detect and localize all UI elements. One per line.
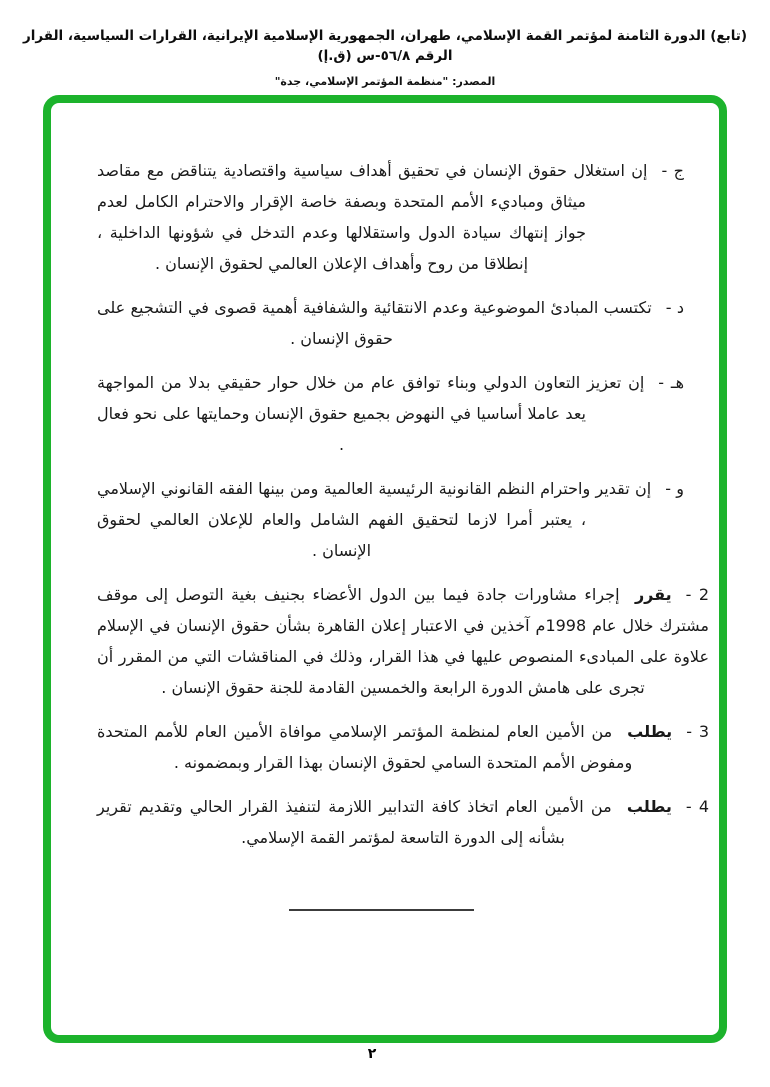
header-title-line: (تابع) الدورة الثامنة لمؤتمر القمة الإسلامي، طهران، الجمهورية الإسلامية الإيرانية، القرارات السياسية، القرار الرقم ٥٦/٨-س (ق.إ) — [22, 28, 748, 64]
paragraph-4-number: 4 - — [685, 797, 709, 816]
operative-paragraph-4 — [97, 791, 709, 853]
green-annotation-border — [43, 95, 727, 1043]
clause-w — [97, 473, 684, 566]
end-divider-line — [289, 909, 474, 911]
paragraph-2-number: 2 - — [685, 585, 710, 604]
paragraph-4-text: من الأمين العام اتخاذ كافة التدابير اللازمة لتنفيذ القرار الحالي وتقديم تقرير بشأنه إلى الدورة التاسعة لمؤتمر القمة الإسلامي. — [97, 797, 612, 847]
clause-w-marker: و - — [665, 479, 684, 498]
clause-j-marker: ج - — [661, 161, 684, 180]
paragraph-3-verb: يطلب — [627, 722, 673, 741]
clause-w-text: إن تقدير واحترام النظم القانونية الرئيسية العالمية ومن بينها الفقه القانوني الإسلامي ، يعتبر أمرا لازما لتحقيق الفهم الشامل والعام للإعلان العالمي لحقوق الإنسان . — [97, 479, 652, 560]
operative-paragraph-2 — [97, 579, 709, 703]
page-number: ٢ — [367, 1046, 377, 1062]
clause-h — [97, 367, 684, 460]
clause-d — [97, 292, 684, 354]
resolution-body — [51, 103, 719, 1035]
paragraph-3-number: 3 - — [686, 722, 710, 741]
clause-h-text: إن تعزيز التعاون الدولي وبناء توافق عام من خلال حوار حقيقي بدلا من المواجهة يعد عاملا أساسيا في النهوض بجميع حقوق الإنسان وحمايتها على نحو فعال . — [97, 373, 645, 454]
clause-d-marker: د - — [665, 298, 685, 317]
clause-j-text: إن استغلال حقوق الإنسان في تحقيق أهداف سياسية واقتصادية يتناقض مع مقاصد ميثاق ومباديء الأمم المتحدة وبصفة خاصة الإقرار والاحترام الكامل لعدم جواز إنتهاك سيادة الدول واستقلالها وعدم التدخل في شؤونها الداخلية ، إنطلاقا من روح وأهداف الإعلان العالمي لحقوق الإنسان . — [97, 161, 648, 273]
document-header — [0, 0, 770, 89]
header-source-line: المصدر: "منظمة المؤتمر الإسلامي، جدة" — [274, 75, 496, 88]
clause-d-text: تكتسب المبادئ الموضوعية وعدم الانتقائية والشفافية أهمية قصوى في التشجيع على حقوق الإنسان . — [97, 298, 652, 348]
paragraph-2-verb: يقرر — [634, 585, 672, 604]
paragraph-4-verb: يطلب — [626, 797, 672, 816]
paragraph-2-text: إجراء مشاورات جادة فيما بين الدول الأعضاء بجنيف بغية التوصل إلى موقف مشترك خلال عام 1998م آخذين في الاعتبار إعلان القاهرة بشأن حقوق الإنسان في الإسلام علاوة على المبادىء المنصوص عليها في هذا القرار، وذلك في المناقشات التي من المقرر أن تجرى على هامش الدورة الرابعة والخمسين القادمة للجنة حقوق الإنسان . — [97, 585, 709, 697]
operative-paragraph-3 — [97, 716, 709, 778]
clause-j — [97, 155, 684, 279]
clause-h-marker: هـ - — [658, 373, 685, 392]
paragraph-3-text: من الأمين العام لمنظمة المؤتمر الإسلامي موافاة الأمين العام للأمم المتحدة ومفوض الأمم المتحدة السامي لحقوق الإنسان بهذا القرار وبمضمونه . — [97, 722, 633, 772]
